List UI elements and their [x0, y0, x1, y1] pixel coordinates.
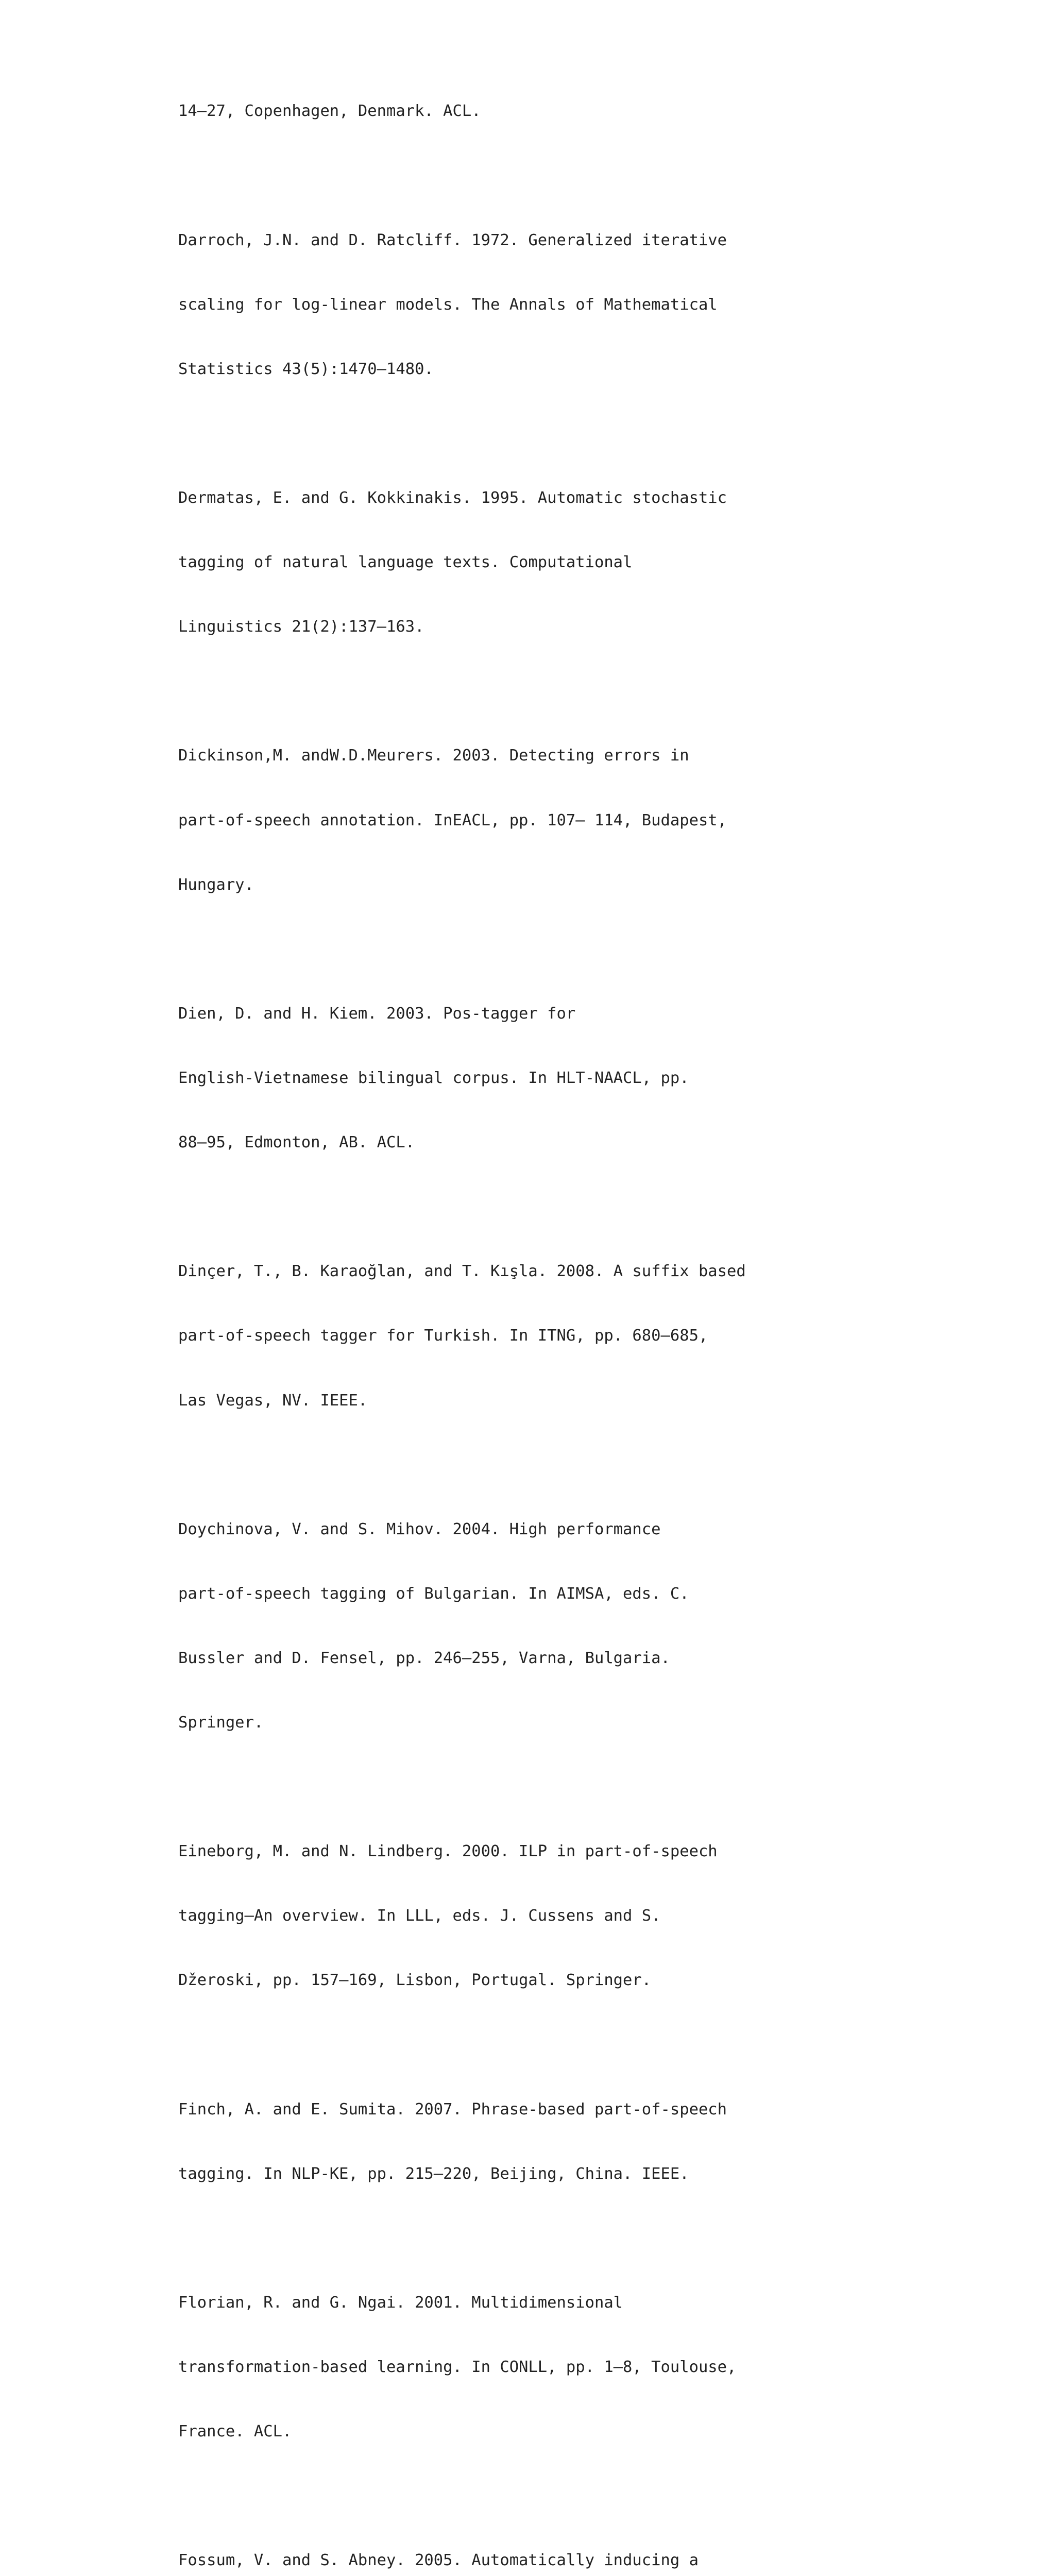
reference-line: France. ACL. — [178, 2422, 292, 2441]
reference-entry — [178, 1798, 951, 2035]
reference-line: Las Vegas, NV. IEEE. — [178, 1391, 368, 1410]
reference-line: Bussler and D. Fensel, pp. 246–255, Varna, Bulgaria. — [178, 1649, 670, 1667]
reference-entry — [178, 58, 951, 165]
reference-line: tagging—An overview. In LLL, eds. J. Cussens and S. — [178, 1907, 661, 1925]
reference-line: Fossum, V. and S. Abney. 2005. Automatically inducing a — [178, 2551, 699, 2570]
reference-list — [178, 58, 951, 2576]
reference-line: part-of-speech tagger for Turkish. In ITNG, pp. 680–685, — [178, 1327, 708, 1345]
reference-line: Dermatas, E. and G. Kokkinakis. 1995. Automatic stochastic — [178, 489, 727, 507]
reference-entry — [178, 960, 951, 1196]
reference-line: Eineborg, M. and N. Lindberg. 2000. ILP in part-of-speech — [178, 1842, 718, 1861]
reference-line: Hungary. — [178, 875, 254, 894]
reference-entry — [178, 2249, 951, 2486]
reference-entry — [178, 702, 951, 939]
reference-line: tagging. In NLP-KE, pp. 215–220, Beijing, China. IEEE. — [178, 2164, 689, 2183]
reference-line: part-of-speech tagging of Bulgarian. In AIMSA, eds. C. — [178, 1584, 689, 1603]
reference-line: Statistics 43(5):1470–1480. — [178, 360, 434, 378]
reference-line: Džeroski, pp. 157–169, Lisbon, Portugal. Springer. — [178, 1971, 652, 1990]
reference-line: Darroch, J.N. and D. Ratcliff. 1972. Generalized iterative — [178, 231, 727, 249]
reference-line: 88–95, Edmonton, AB. ACL. — [178, 1133, 415, 1152]
reference-entry — [178, 1476, 951, 1776]
reference-line: Finch, A. and E. Sumita. 2007. Phrase-based part-of-speech — [178, 2100, 727, 2119]
reference-entry — [178, 445, 951, 681]
reference-line: transformation-based learning. In CONLL, pp. 1–8, Toulouse, — [178, 2358, 737, 2377]
reference-line: part-of-speech annotation. InEACL, pp. 107– 114, Budapest, — [178, 811, 727, 829]
reference-line: 14–27, Copenhagen, Denmark. ACL. — [178, 102, 481, 121]
reference-line: Doychinova, V. and S. Mihov. 2004. High performance — [178, 1520, 661, 1538]
reference-line: Dinçer, T., B. Karaoğlan, and T. Kışla. 2008. A suffix based — [178, 1262, 746, 1281]
reference-line: Florian, R. and G. Ngai. 2001. Multidimensional — [178, 2293, 623, 2312]
reference-entry — [178, 1218, 951, 1454]
reference-line: Dien, D. and H. Kiem. 2003. Pos-tagger for — [178, 1004, 576, 1023]
reference-entry — [178, 187, 951, 423]
reference-line: scaling for log-linear models. The Annals of Mathematical — [178, 295, 718, 314]
reference-line: tagging of natural language texts. Computational — [178, 553, 633, 572]
reference-line: Dickinson,M. andW.D.Meurers. 2003. Detecting errors in — [178, 747, 689, 765]
reference-entry — [178, 2507, 951, 2576]
reference-line: English-Vietnamese bilingual corpus. In HLT-NAACL, pp. — [178, 1069, 689, 1087]
reference-entry — [178, 2056, 951, 2228]
reference-line: Springer. — [178, 1714, 264, 1732]
reference-line: Linguistics 21(2):137–163. — [178, 618, 424, 636]
